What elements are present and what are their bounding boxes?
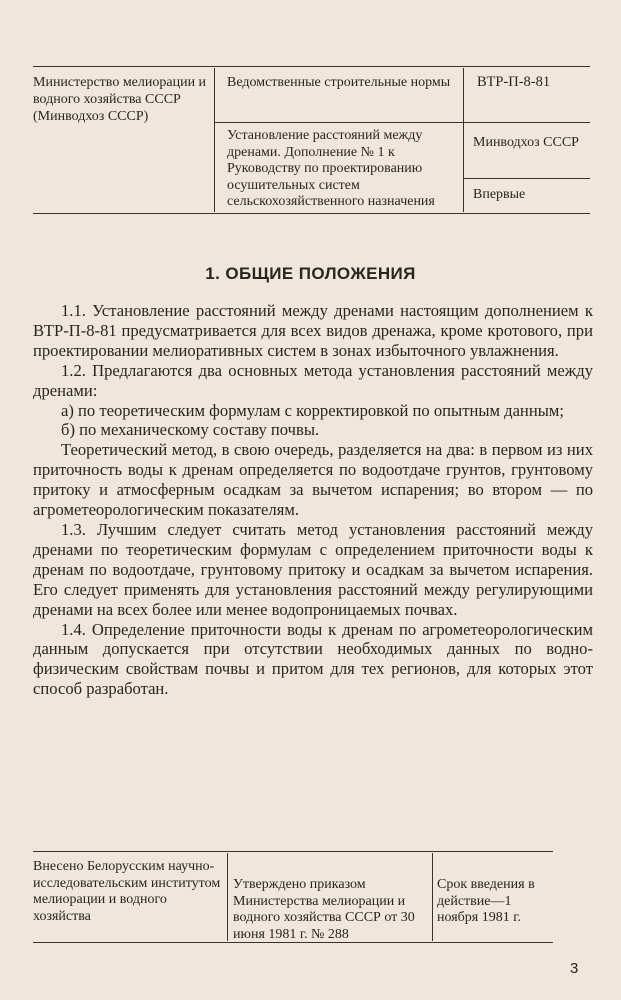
paragraph: 1.2. Предлагаются два основных метода установления расстояний между дренами:: [33, 360, 593, 400]
footer-top-rule: [33, 851, 553, 852]
paragraph: 1.3. Лучшим следует считать метод установления расстояний между дренами по теоретическим формулам с определением приточности воды к дренам по водоотдаче, грунтовому притоку и осадкам за вычетом испарения. Его следует применять для установления расстояний между регулирующими дренами на всех более или менее водопроницаемых почвах.: [33, 519, 593, 619]
header-divider: [214, 122, 463, 123]
issuing-organization: Минводхоз СССР: [473, 135, 579, 150]
document-code: ВТР-П-8-81: [477, 74, 551, 90]
paragraph: Теоретический метод, в свою очередь, разделяется на два: в первом из них приточность воды к дренам определяется по водоотдаче грунтов, грунтовому притоку и атмосферным осадкам за вычетом испарения; во втором — по агрометеорологическим показателям.: [33, 440, 593, 520]
edition-status: Впервые: [473, 187, 526, 202]
footer-table: [33, 851, 553, 943]
paragraph: б) по механическому составу почвы.: [61, 420, 320, 440]
approval-order: Утверждено приказом Министерства мелиорации и водного хозяйства СССР от 30 июня 1981 г. № 288: [233, 877, 415, 942]
body-text: [33, 301, 593, 699]
section-title: 1. ОБЩИЕ ПОЛОЖЕНИЯ: [205, 264, 416, 283]
paragraph: 1.1. Установление расстояний между дренами настоящим дополнением к ВТР-П-8-81 предусматривается для всех видов дренажа, кроме кротового, при проектировании мелиоративных систем в зонах избыточного увлажнения.: [33, 301, 593, 360]
header-table: [33, 66, 590, 214]
document-title: Установление расстояний между дренами. Дополнение № 1 к Руководству по проектированию осушительных систем сельскохозяйственного назначения: [227, 128, 435, 209]
effective-date: Срок введения в действие—1 ноября 1981 г.: [437, 877, 535, 925]
norms-type: Ведомственные строительные нормы: [227, 75, 451, 90]
header-divider: [463, 178, 590, 179]
paragraph: а) по теоретическим формулам с корректировкой по опытным данным;: [61, 400, 564, 420]
page-number: 3: [570, 960, 579, 977]
paragraph: 1.4. Определение приточности воды к дренам по агрометеорологическим данным допускается при отсутствии необходимых данных по водно-физическим свойствам почвы и притом для тех регионов, для которых этот способ разработан.: [33, 619, 593, 699]
header-top-rule: [33, 66, 590, 67]
footer-divider: [227, 853, 228, 941]
header-divider: [463, 122, 590, 123]
ministry-name: Министерство мелиорации и водного хозяйства СССР (Минводхоз СССР): [33, 75, 207, 124]
footer-divider: [432, 853, 433, 941]
header-divider: [214, 68, 215, 212]
header-bottom-rule: [33, 213, 590, 214]
footer-bottom-rule: [33, 942, 553, 943]
introduced-by: Внесено Белорусским научно-исследовательским институтом мелиорации и водного хозяйства: [33, 859, 221, 924]
